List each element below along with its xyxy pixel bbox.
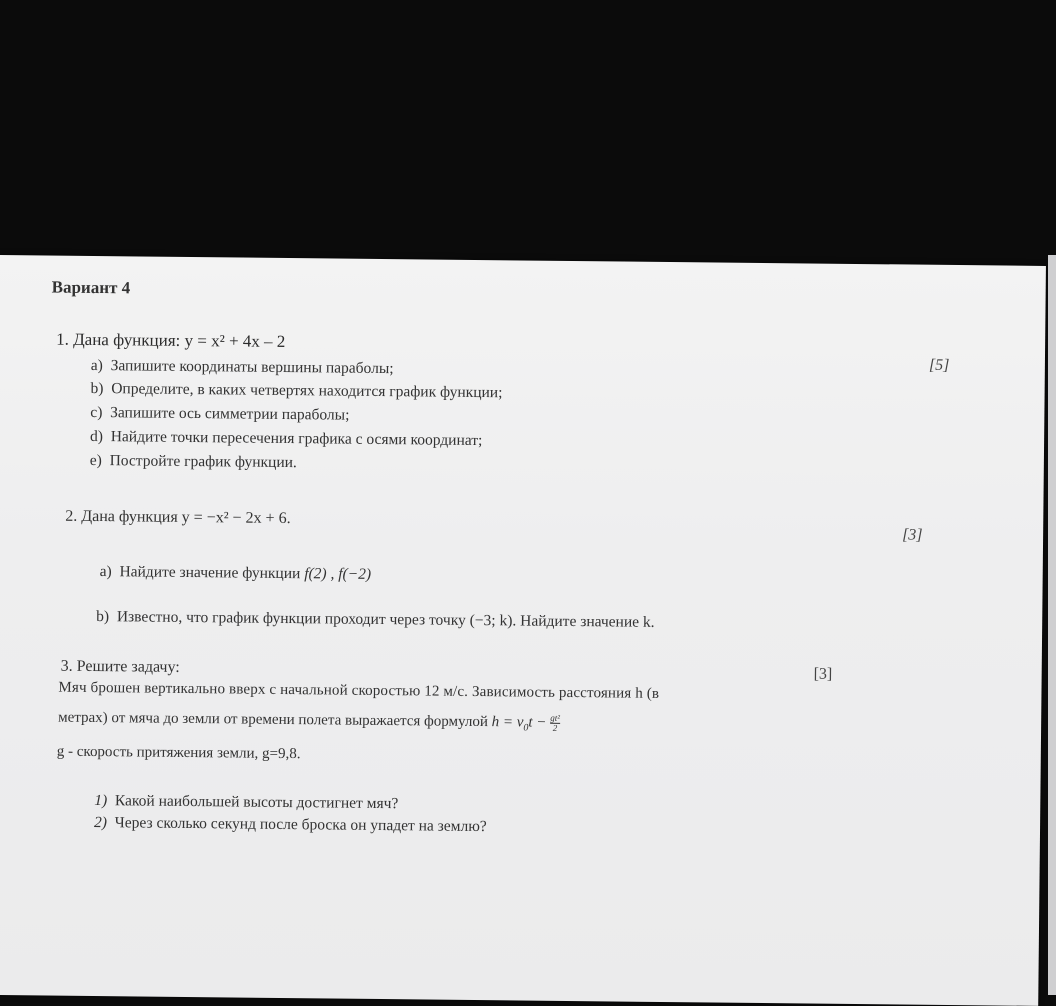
background-edge <box>1048 255 1056 995</box>
task2-heading: 2. Дана функция y = −x² − 2x + 6. <box>65 507 291 528</box>
variant-title: Вариант 4 <box>51 277 131 298</box>
task1-formula: y = x² + 4x – 2 <box>184 330 286 351</box>
task1-item-a: a) Запишите координаты вершины параболы; <box>90 356 394 378</box>
task2-item-a: a) Найдите значение функции f(2) , f(−2) <box>99 563 372 583</box>
worksheet-paper <box>0 255 1046 1006</box>
task3-heading: 3. Решите задачу: <box>60 657 180 676</box>
task3-line3: g - скорость притяжения земли, g=9,8. <box>56 743 301 763</box>
task3-score: [3] <box>813 665 833 683</box>
task3-line2: метрах) от мяча до земли от времени полета выражается формулой $h = v_0t$ − $\frac{\text{gt²}}{2}$ <box>58 709 561 734</box>
task3-formula: $h = v_0t$ − $\frac{\text{gt²}}{2}$ <box>491 712 561 734</box>
task2-score: [3] <box>902 526 923 544</box>
task1-score: [5] <box>928 356 950 374</box>
fraction: $\frac{\text{gt²}}{2}$ <box>550 712 561 733</box>
task3-question-1: 1) Какой наибольшей высоты достигнет мяч? <box>94 792 399 813</box>
task1-heading <box>56 330 285 352</box>
task3-question-2: 2) Через сколько секунд после броска он упадет на землю? <box>93 814 487 836</box>
task1-item-e: e) Постройте график функции. <box>89 451 297 472</box>
task2-formula: y = −x² − 2x + 6. <box>181 508 291 528</box>
task1-item-c: c) Запишите ось симметрии параболы; <box>90 403 350 424</box>
task1-item-b: b) Определите, в каких четвертях находится график функции; <box>90 379 503 402</box>
task3-line1: Мяч брошен вертикально вверх с начальной скоростью 12 м/с. Зависимость расстояния h (в <box>58 679 660 702</box>
task2-item-a-formula: f(2) , f(−2) <box>304 565 372 583</box>
task1-item-d: d) Найдите точки пересечения графика с осями координат; <box>90 427 483 450</box>
task1-prefix: 1. Дана функция: <box>56 329 185 350</box>
task2-item-b: b) Известно, что график функции проходит через точку (−3; k). Найдите значение k. <box>96 608 655 631</box>
